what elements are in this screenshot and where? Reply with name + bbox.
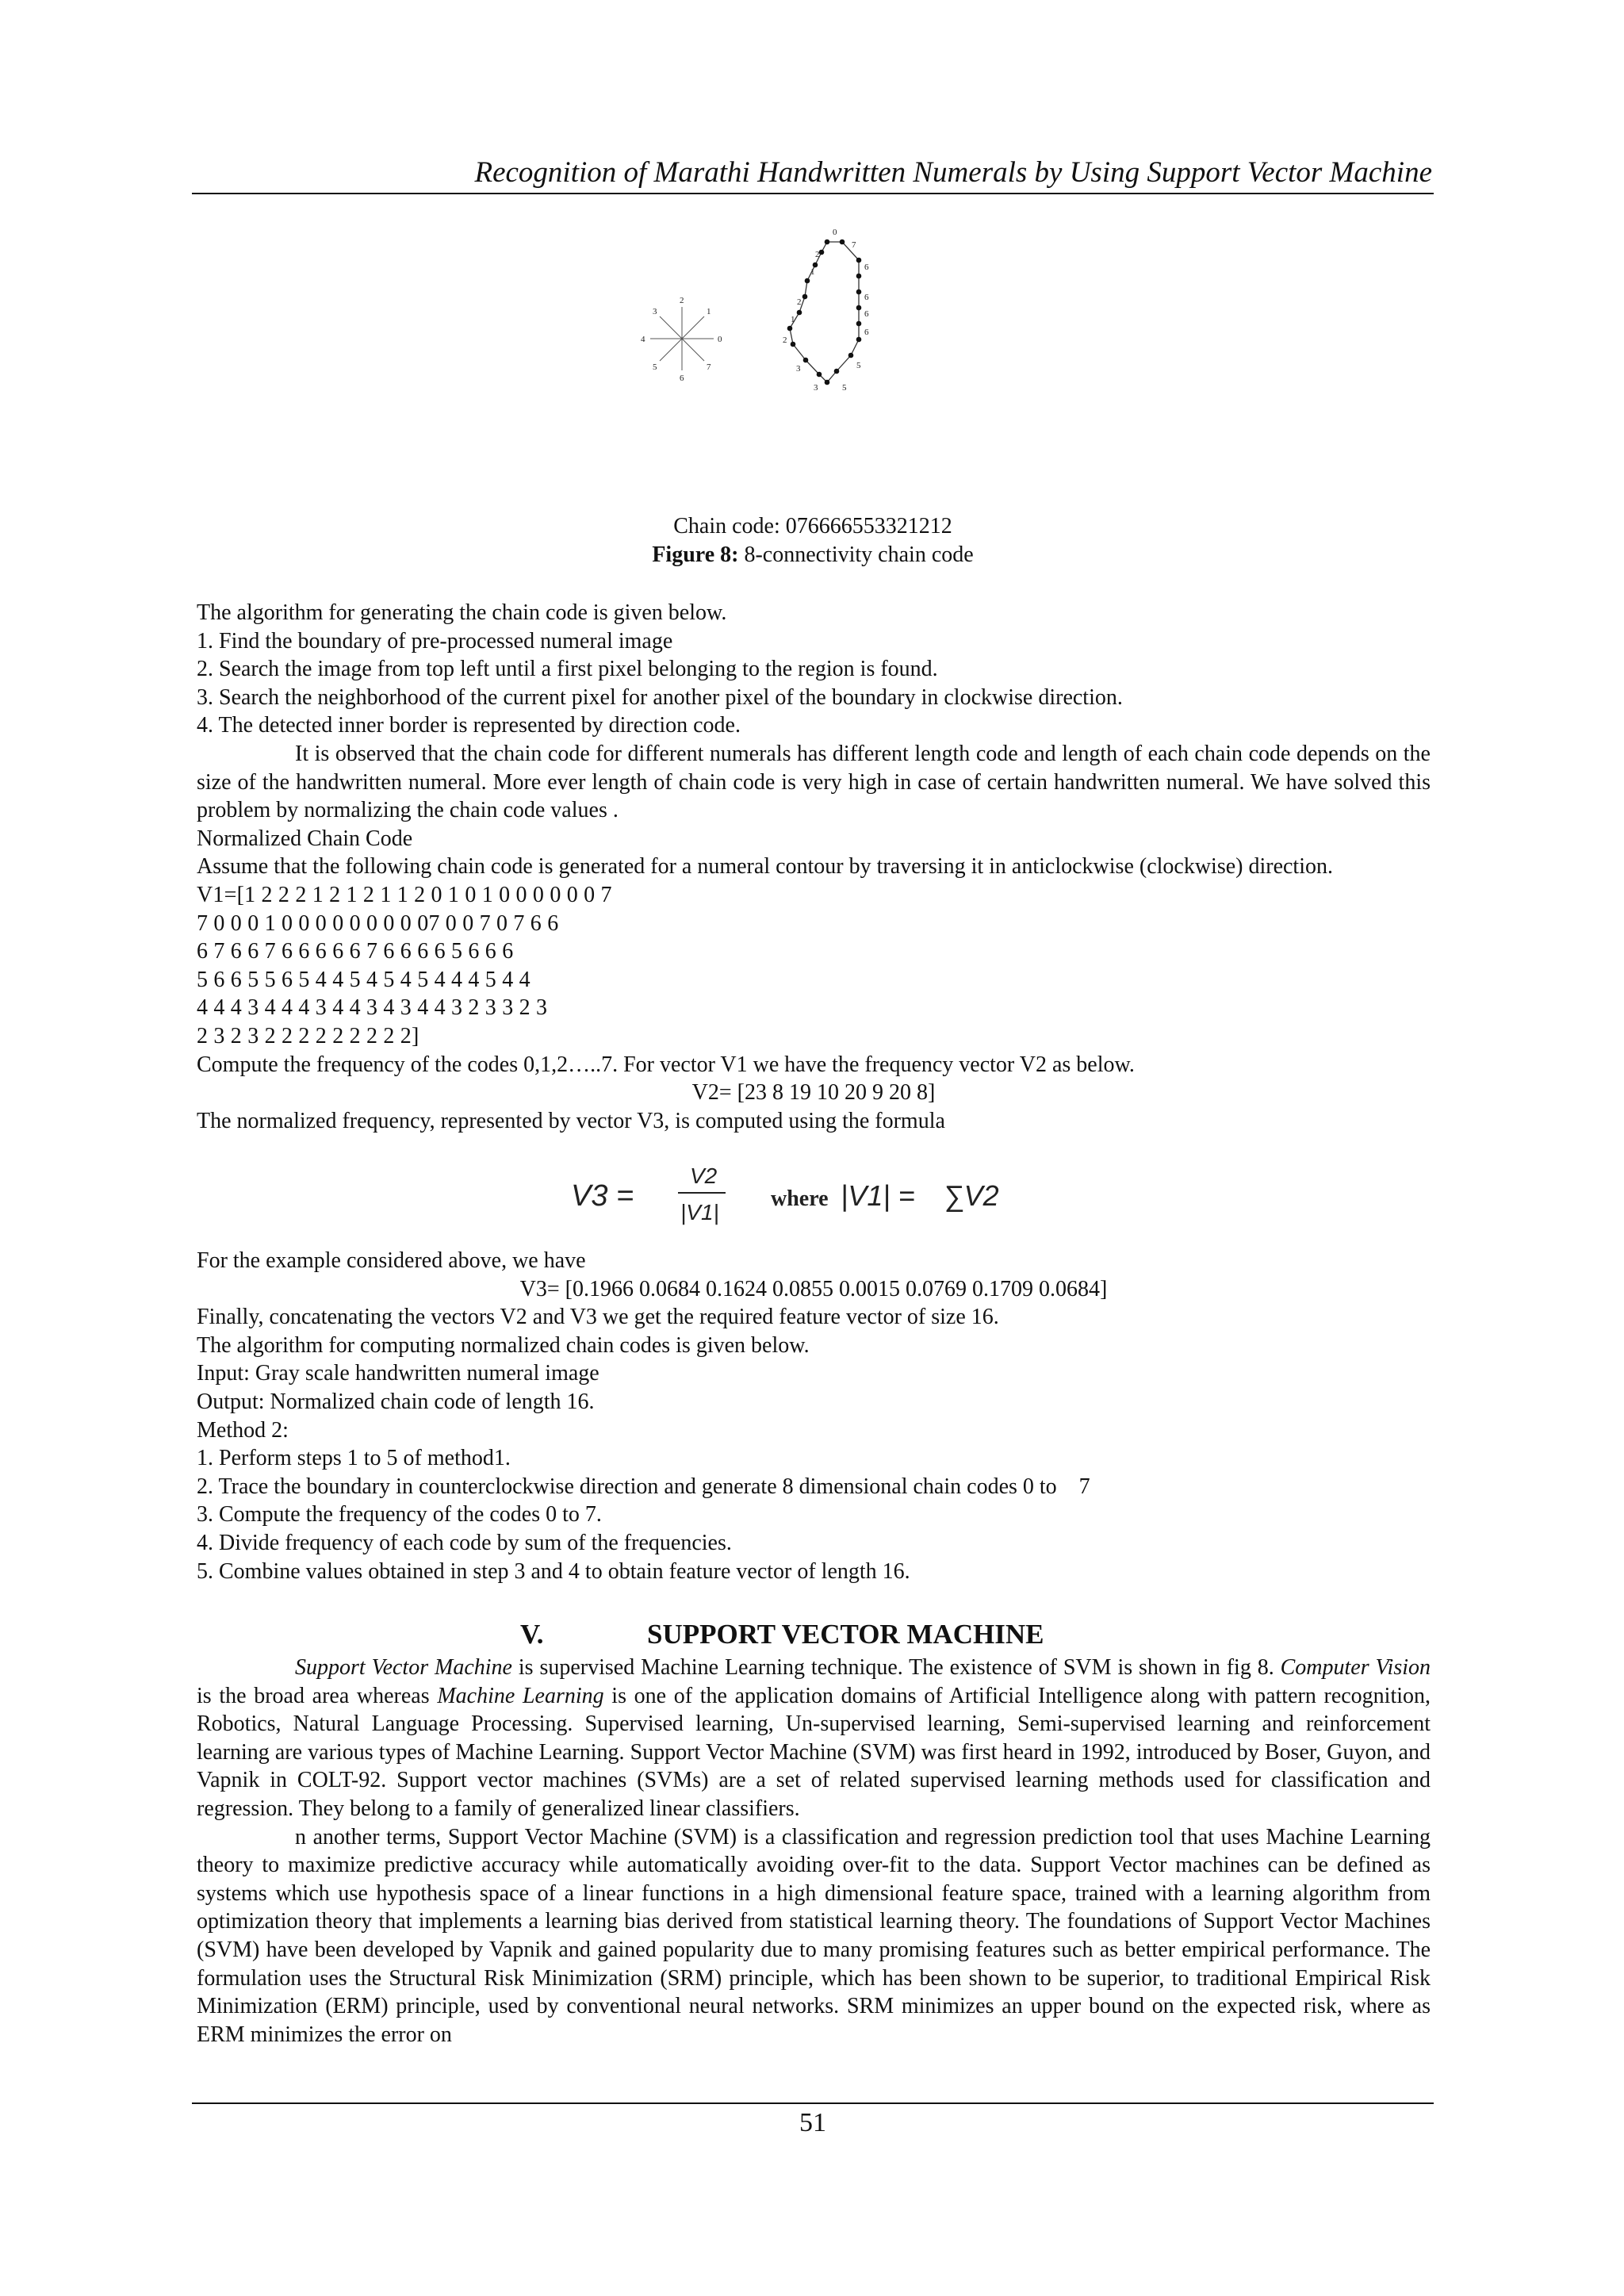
contour-label: 6 xyxy=(864,263,869,272)
method-step: 1. Perform steps 1 to 5 of method1. xyxy=(197,1446,511,1471)
algorithm-step: 2. Search the image from top left until a first pixel belonging to the region is found. xyxy=(197,657,938,682)
figure-caption xyxy=(192,542,1434,568)
normalization-formula xyxy=(571,1159,1015,1231)
v1-line: 4 4 4 3 4 4 4 3 4 4 3 4 3 4 4 3 2 3 3 2 3 xyxy=(197,995,548,1021)
section-heading xyxy=(520,1619,1044,1650)
compass-label-2: 2 xyxy=(680,296,684,305)
svm-paragraph-2: n another terms, Support Vector Machine (SVM) is a classification and regression prediction tool that uses Machine Learning theory to maximize predictive accuracy while automatically avoiding over-fit to the data. Support Vector machines can be defined as systems which use hypothesis space of a linear functions in a high dimensional feature space, trained with a learning algorithm from optimization theory that implements a learning bias derived from statistical learning theory. The foundations of Support Vector Machines (SVM) have been developed by Vapnik and gained popularity due to many promising features such as better empirical performance. The formulation uses the Structural Risk Minimization (SRM) principle, which has been shown to be superior, to traditional Empirical Risk Minimization (ERM) principle, used by conventional neural networks. SRM minimizes an upper bound on the expected risk, where as ERM minimizes the error on xyxy=(197,1824,1431,2047)
algorithm-intro: The algorithm for generating the chain code is given below. xyxy=(197,600,727,625)
section-number: V. xyxy=(520,1619,544,1650)
observation-paragraph: It is observed that the chain code for different numerals has different length code and length of each chain code depends on the size of the handwritten numeral. More ever length of chain code is very high in case of certain handwritten numeral. We have solved this problem by normalizing the chain code values . xyxy=(197,741,1431,823)
chain-code-figure xyxy=(603,224,1047,485)
running-title: Recognition of Marathi Handwritten Numerals by Using Support Vector Machine xyxy=(474,156,1432,189)
v2-vector: V2= [23 8 19 10 20 9 20 8] xyxy=(691,1080,936,1106)
chain-code-algorithm xyxy=(197,599,1431,1135)
frequency-text: Compute the frequency of the codes 0,1,2…..7. For vector V1 we have the frequency vector V2 as below. xyxy=(197,1052,1135,1077)
contour-label: 0 xyxy=(833,228,837,237)
compass-label-0: 0 xyxy=(718,335,722,344)
formula-rhs-lhs: |V1| = xyxy=(841,1179,915,1212)
term-italic: Computer Vision xyxy=(1280,1655,1431,1680)
contour-label: 3 xyxy=(814,383,818,393)
method-step: 4. Divide frequency of each code by sum of the frequencies. xyxy=(197,1530,732,1555)
method-step: 5. Combine values obtained in step 3 and 4 to obtain feature vector of length 16. xyxy=(197,1558,910,1584)
v1-line: V1=[1 2 2 2 1 2 1 2 1 1 2 0 1 0 1 0 0 0 0 0 0 7 xyxy=(197,882,612,907)
algorithm2-intro: The algorithm for computing normalized chain codes is given below. xyxy=(197,1332,810,1358)
compass-label-4: 4 xyxy=(641,335,645,344)
normalized-chain-code-subheading: Normalized Chain Code xyxy=(197,826,413,851)
v1-line: 2 3 2 3 2 2 2 2 2 2 2 2 2] xyxy=(197,1023,419,1048)
method-label: Method 2: xyxy=(197,1417,289,1443)
v1-line: 7 0 0 0 1 0 0 0 0 0 0 0 0 07 0 0 7 0 7 6 6 xyxy=(197,910,559,936)
assume-paragraph: Assume that the following chain code is generated for a numeral contour by traversing it in anticlockwise (clockwise) direction. xyxy=(197,854,1333,880)
compass-label-5: 5 xyxy=(653,362,657,372)
term-italic: Machine Learning xyxy=(437,1683,604,1708)
term-italic: Support Vector Machine xyxy=(295,1655,512,1680)
feature-vector-section xyxy=(197,1247,1431,1585)
svm-paragraph-1 xyxy=(197,1654,1431,1823)
compass-label-3: 3 xyxy=(653,307,657,316)
normalization-text: The normalized frequency, represented by vector V3, is computed using the formula xyxy=(197,1108,945,1133)
caption-label: Figure 8: xyxy=(652,542,739,567)
algorithm-step: 1. Find the boundary of pre-processed numeral image xyxy=(197,628,673,654)
contour-label: 5 xyxy=(842,383,847,393)
v3-vector: V3= [0.1966 0.0684 0.1624 0.0855 0.0015 0.0769 0.1709 0.0684] xyxy=(519,1276,1108,1301)
compass-label-6: 6 xyxy=(680,374,684,383)
contour-label: 5 xyxy=(856,361,861,370)
contour-label: 6 xyxy=(864,293,869,302)
algorithm-step: 4. The detected inner border is represented by direction code. xyxy=(197,713,741,738)
contour-label: 6 xyxy=(864,309,869,319)
contour-label: 1 xyxy=(791,315,795,324)
text-run: is the broad area whereas xyxy=(197,1683,438,1708)
numeral-contour xyxy=(787,240,862,385)
chain-code-line: Chain code: 076666553321212 xyxy=(673,514,952,539)
caption-text: 8-connectivity chain code xyxy=(738,542,974,567)
compass-label-7: 7 xyxy=(707,362,711,372)
method-step: 3. Compute the frequency of the codes 0 to 7. xyxy=(197,1502,602,1527)
compass-label-1: 1 xyxy=(707,307,711,316)
formula-where: where xyxy=(771,1186,829,1211)
formula-numerator: V2 xyxy=(690,1163,718,1188)
contour-label: 1 xyxy=(810,267,815,277)
footer-rule xyxy=(192,2102,1434,2104)
svm-section-body xyxy=(197,1654,1431,2049)
page-number: 51 xyxy=(799,2108,826,2137)
formula-denominator: |V1| xyxy=(680,1200,719,1225)
text-run: is supervised Machine Learning technique. The existence of SVM is shown in fig 8. xyxy=(511,1655,1281,1680)
text-run: is one of the application domains of Artificial Intelligence along with pattern recognition, Robotics, Natural Language Processing. Supervised learning, Un-supervised learning, Semi-supervised learning and reinforcement learning are various types of Machine Learning. Support Vector Machine (SVM) was first heard in 1992, introduced by Boser, Guyon, and Vapnik in COLT-92. Support vector machines (SVMs) are a set of related supervised learning methods used for classification and regression. They belong to a family of generalized linear classifiers. xyxy=(197,1683,1431,1821)
concatenation-text: Finally, concatenating the vectors V2 and V3 we get the required feature vector of size 16. xyxy=(197,1305,999,1330)
contour-label: 2 xyxy=(783,335,787,345)
v1-line: 5 6 6 5 5 6 5 4 4 5 4 5 4 5 4 4 4 5 4 4 xyxy=(197,967,530,992)
algorithm-step: 3. Search the neighborhood of the current pixel for another pixel of the boundary in clockwise direction. xyxy=(197,684,1123,710)
v1-line: 6 7 6 6 7 6 6 6 6 6 7 6 6 6 6 5 6 6 6 xyxy=(197,939,514,964)
formula-lhs: V3 = xyxy=(571,1179,634,1213)
header-rule xyxy=(192,193,1434,194)
contour-label: 6 xyxy=(864,328,869,337)
contour-label: 2 xyxy=(815,250,820,259)
formula-sum: ∑V2 xyxy=(944,1179,999,1212)
example-text: For the example considered above, we have xyxy=(197,1248,586,1273)
contour-label: 7 xyxy=(852,240,856,250)
contour-label: 3 xyxy=(796,364,801,374)
direction-compass xyxy=(650,307,714,370)
method-step: 2. Trace the boundary in counterclockwise direction and generate 8 dimensional chain codes 0 to 7 xyxy=(197,1474,1090,1499)
contour-label: 2 xyxy=(797,297,802,307)
section-title: SUPPORT VECTOR MACHINE xyxy=(647,1619,1044,1650)
algorithm2-output: Output: Normalized chain code of length 16. xyxy=(197,1389,595,1414)
algorithm2-input: Input: Gray scale handwritten numeral image xyxy=(197,1361,599,1386)
